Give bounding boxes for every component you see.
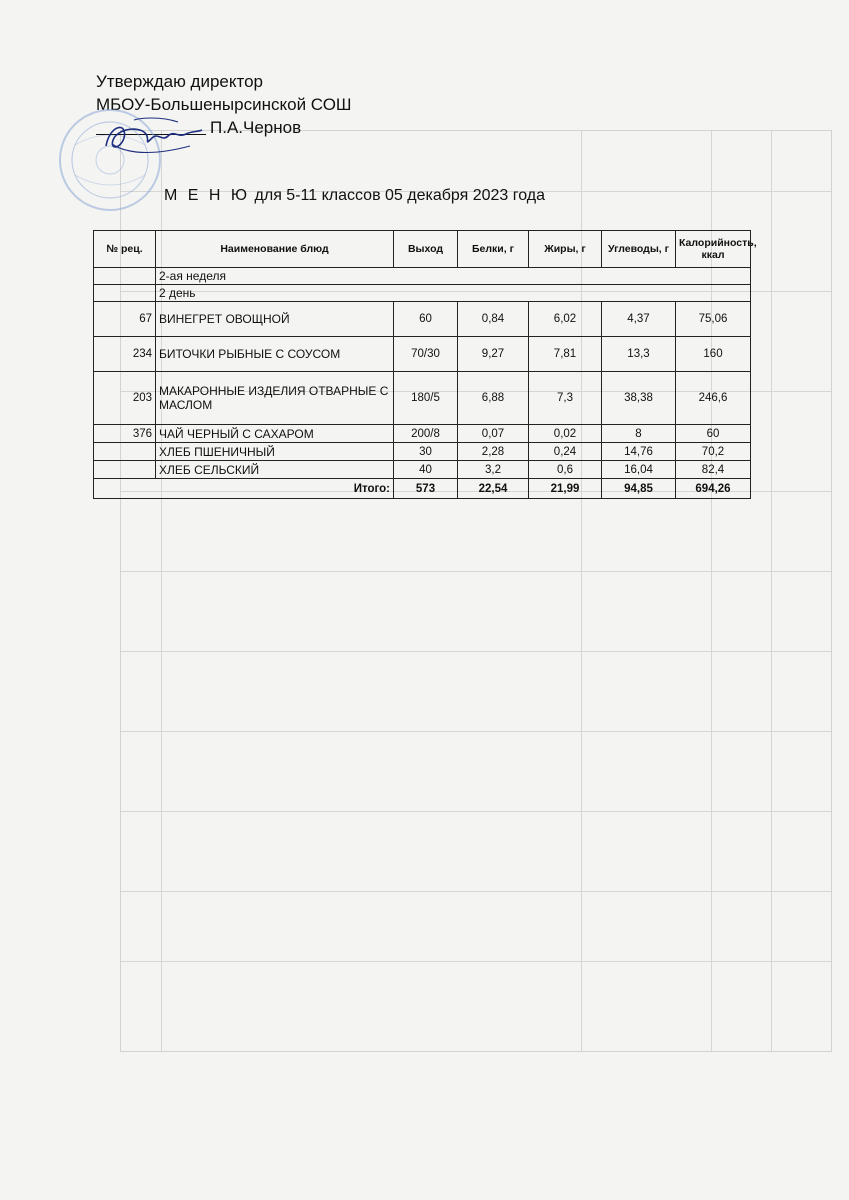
table-header-row [94, 231, 751, 268]
dish-kcal: 160 [676, 337, 751, 372]
total-carbs: 94,85 [602, 479, 676, 499]
dish-kcal: 70,2 [676, 443, 751, 461]
rec-number: 376 [94, 425, 156, 443]
rec-number [94, 461, 156, 479]
week-row [94, 268, 751, 285]
director-signature [100, 116, 205, 161]
dish-carbs: 38,38 [602, 372, 676, 425]
header-fat: Жиры, г [529, 231, 602, 268]
dish-fat: 0,02 [529, 425, 602, 443]
dish-fat: 0,6 [529, 461, 602, 479]
header-out: Выход [394, 231, 458, 268]
dish-name: БИТОЧКИ РЫБНЫЕ С СОУСОМ [156, 337, 394, 372]
day-label: 2 день [156, 285, 751, 302]
dish-fat: 7,3 [529, 372, 602, 425]
total-protein: 22,54 [458, 479, 529, 499]
director-name: П.А.Чернов [210, 118, 302, 137]
dish-output: 40 [394, 461, 458, 479]
dish-protein: 3,2 [458, 461, 529, 479]
total-output: 573 [394, 479, 458, 499]
dish-protein: 0,07 [458, 425, 529, 443]
header-carb: Углеводы, г [602, 231, 676, 268]
rec-number: 67 [94, 302, 156, 337]
dish-kcal: 60 [676, 425, 751, 443]
dish-carbs: 14,76 [602, 443, 676, 461]
dish-name: ХЛЕБ СЕЛЬСКИЙ [156, 461, 394, 479]
table-row [94, 443, 751, 461]
dish-carbs: 16,04 [602, 461, 676, 479]
menu-table [93, 230, 757, 499]
dish-output: 60 [394, 302, 458, 337]
dish-name: МАКАРОННЫЕ ИЗДЕЛИЯ ОТВАРНЫЕ С МАСЛОМ [156, 372, 394, 425]
total-fat: 21,99 [529, 479, 602, 499]
dish-output: 200/8 [394, 425, 458, 443]
menu-title-rest: для 5-11 классов 05 декабря 2023 года [254, 187, 546, 204]
approve-line: Утверждаю директор [96, 72, 264, 91]
dish-kcal: 246,6 [676, 372, 751, 425]
header-name: Наименование блюд [156, 231, 394, 268]
dish-output: 30 [394, 443, 458, 461]
menu-word: М Е Н Ю [164, 187, 251, 204]
dish-fat: 0,24 [529, 443, 602, 461]
dish-carbs: 8 [602, 425, 676, 443]
table-row [94, 337, 751, 372]
day-row [94, 285, 751, 302]
week-blank [94, 268, 156, 285]
table-row [94, 461, 751, 479]
dish-name: ХЛЕБ ПШЕНИЧНЫЙ [156, 443, 394, 461]
dish-name: ЧАЙ ЧЕРНЫЙ С САХАРОМ [156, 425, 394, 443]
table-row [94, 425, 751, 443]
dish-output: 180/5 [394, 372, 458, 425]
dish-kcal: 75,06 [676, 302, 751, 337]
menu-title [164, 187, 545, 205]
dish-carbs: 13,3 [602, 337, 676, 372]
header-kcal: Калорийность, ккал [676, 231, 751, 268]
week-label: 2-ая неделя [156, 268, 751, 285]
dish-protein: 9,27 [458, 337, 529, 372]
dish-fat: 7,81 [529, 337, 602, 372]
rec-number: 203 [94, 372, 156, 425]
dish-fat: 6,02 [529, 302, 602, 337]
table-row [94, 372, 751, 425]
dish-output: 70/30 [394, 337, 458, 372]
rec-number: 234 [94, 337, 156, 372]
table-row [94, 302, 751, 337]
dish-protein: 6,88 [458, 372, 529, 425]
total-row [94, 479, 751, 499]
dish-protein: 2,28 [458, 443, 529, 461]
dish-name: ВИНЕГРЕТ ОВОЩНОЙ [156, 302, 394, 337]
total-kcal: 694,26 [676, 479, 751, 499]
total-label: Итого: [94, 479, 394, 499]
dish-protein: 0,84 [458, 302, 529, 337]
dish-carbs: 4,37 [602, 302, 676, 337]
dish-kcal: 82,4 [676, 461, 751, 479]
rec-number [94, 443, 156, 461]
school-name: МБОУ-Большенырсинской СОШ [96, 95, 352, 114]
header-prot: Белки, г [458, 231, 529, 268]
header-rec: № рец. [94, 231, 156, 268]
day-blank [94, 285, 156, 302]
